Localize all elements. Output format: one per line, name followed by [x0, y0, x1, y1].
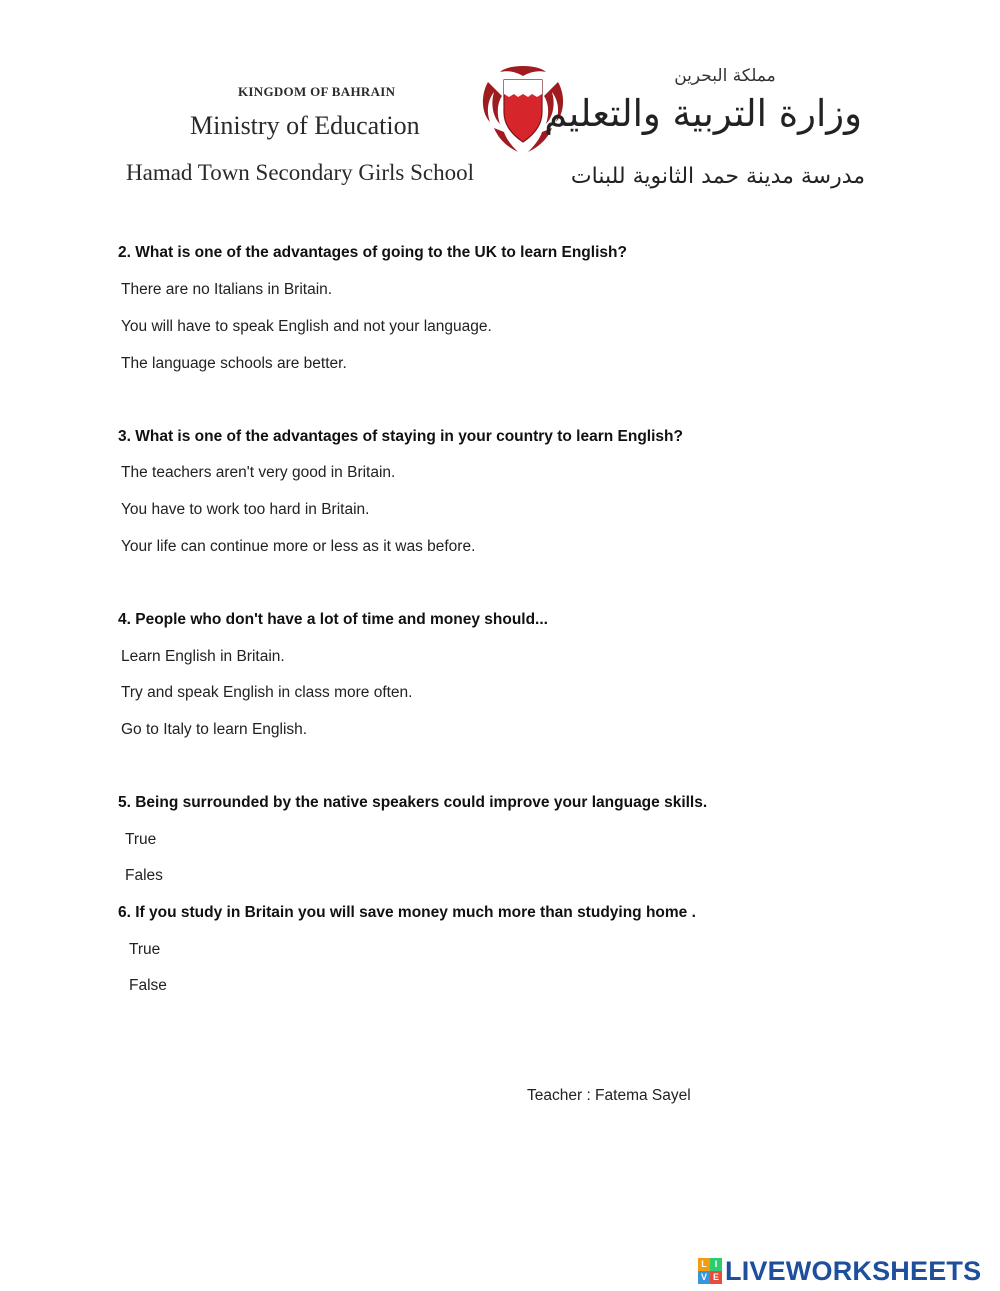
school-en: Hamad Town Secondary Girls School — [126, 160, 475, 185]
school-ar: مدرسة مدينة حمد الثانوية للبنات — [570, 164, 866, 189]
question-6: 6. If you study in Britain you will save money much more than studying home . — [118, 904, 696, 921]
teacher-name: Teacher : Fatema Sayel — [527, 1087, 691, 1104]
q2-option-3[interactable]: The language schools are better. — [121, 355, 347, 372]
q3-option-2[interactable]: You have to work too hard in Britain. — [121, 501, 370, 518]
question-3: 3. What is one of the advantages of staying in your country to learn English? — [118, 428, 683, 445]
q2-option-1[interactable]: There are no Italians in Britain. — [121, 281, 333, 298]
liveworksheets-wordmark: LIVEWORKSHEETS — [725, 1255, 982, 1286]
kingdom-en: KINGDOM OF BAHRAIN — [238, 84, 396, 99]
mark-letter-v: V — [698, 1271, 710, 1284]
q5-option-false[interactable]: Fales — [125, 867, 163, 884]
q2-option-2[interactable]: You will have to speak English and not your language. — [121, 318, 492, 335]
kingdom-ar: مملكة البحرين — [674, 66, 776, 86]
question-2: 2. What is one of the advantages of going to the UK to learn English? — [118, 244, 627, 261]
q3-option-1[interactable]: The teachers aren't very good in Britain. — [121, 464, 396, 481]
q6-option-false[interactable]: False — [129, 977, 167, 994]
q6-option-true[interactable]: True — [129, 941, 161, 958]
school-header — [0, 0, 1000, 220]
q4-option-1[interactable]: Learn English in Britain. — [121, 648, 285, 665]
mark-letter-e: E — [710, 1271, 722, 1284]
q5-option-true[interactable]: True — [125, 831, 157, 848]
liveworksheets-mark-icon — [698, 1258, 722, 1284]
q4-option-3[interactable]: Go to Italy to learn English. — [121, 721, 308, 738]
liveworksheets-logo — [698, 1256, 981, 1286]
q4-option-2[interactable]: Try and speak English in class more often. — [121, 684, 413, 701]
ministry-en: Ministry of Education — [190, 111, 420, 140]
q3-option-3[interactable]: Your life can continue more or less as it was before. — [121, 538, 476, 555]
mark-letter-l: L — [698, 1258, 710, 1271]
ministry-ar: وزارة التربية والتعليم — [544, 92, 862, 135]
question-5: 5. Being surrounded by the native speakers could improve your language skills. — [118, 794, 708, 811]
mark-letter-i: I — [710, 1258, 722, 1271]
question-4: 4. People who don't have a lot of time and money should... — [118, 611, 548, 628]
